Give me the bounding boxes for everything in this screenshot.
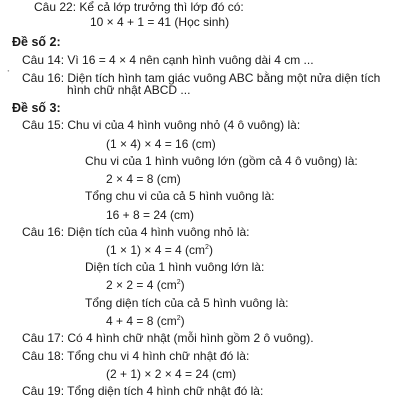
text-span: 4 + 4 = 8 (cm (106, 313, 177, 328)
text-span: Câu 14: Vì 16 = 4 × 4 nên cạnh hình vuông dài 4 cm ... (22, 52, 314, 67)
answer-15-text-3 (85, 189, 274, 203)
answer-18-calc (106, 367, 236, 381)
superscript: 2 (205, 243, 209, 251)
answer-18-line (22, 349, 249, 363)
text-span: Câu 19: Tổng diện tích 4 hình chữ nhật đó là: (22, 384, 264, 398)
text-span: Tổng chu vi của cả 5 hình vuông là: (85, 189, 275, 204)
text-span: Câu 15: Chu vi của 4 hình vuông nhỏ (4 ô vuông) là: (22, 118, 301, 133)
text-span: 2 × 2 = 4 (cm (106, 277, 177, 292)
answer-17-line (22, 331, 314, 345)
text-span: Câu 18: Tổng chu vi 4 hình chữ nhật đó là: (22, 348, 250, 363)
text-span: Diện tích của 1 hình vuông lớn là: (85, 260, 265, 275)
text-span: Tổng diện tích của cả 5 hình vuông là: (85, 295, 289, 310)
answer-15-calc-2 (106, 172, 181, 186)
answer-19-line (22, 384, 263, 398)
answer-16b-text-3 (85, 296, 288, 310)
text-span: 2 × 4 = 8 (cm) (106, 171, 181, 186)
text-span: 10 × 4 + 1 = 41 (Học sinh) (90, 14, 230, 29)
text-span: hình chữ nhật ABCD ... (67, 83, 191, 98)
answer-16b-line (22, 225, 250, 239)
text-span: 16 + 8 = 24 (cm) (106, 207, 195, 222)
answer-16-continuation (67, 83, 190, 97)
text-span: Đề số 2: (12, 35, 61, 50)
answer-15-text-2 (85, 154, 358, 168)
answer-22-line (34, 0, 244, 14)
section-heading-2 (12, 35, 61, 49)
answer-16b-calc-2 (106, 278, 185, 292)
text-span: Chu vi của 1 hình vuông lớn (gồm cả 4 ô vuông) là: (85, 154, 358, 169)
superscript: 2 (176, 278, 181, 286)
text-span: (1 × 1) × 4 = 4 (cm (106, 242, 206, 257)
text-span: ) (180, 313, 185, 328)
text-span: (1 × 4) × 4 = 16 (cm) (106, 136, 216, 151)
text-span: Câu 22: Kể cả lớp trưởng thì lớp đó có: (34, 0, 244, 14)
text-span: Câu 16: Diện tích hình tam giác vuông ABC bằng một nửa diện tích (22, 71, 381, 85)
answer-15-calc-1 (106, 137, 216, 151)
answer-15-line (22, 118, 300, 132)
answer-15-calc-3 (106, 208, 194, 222)
text-span: Câu 17: Có 4 hình chữ nhật (mỗi hình gồm 2 ô vuông). (22, 331, 314, 346)
text-span: ) (208, 242, 213, 257)
answer-14-line (22, 53, 314, 67)
text-span: Đề số 3: (12, 100, 61, 115)
answer-22-calc (90, 15, 229, 29)
answer-16b-calc-1 (106, 243, 213, 257)
text-span: Câu 16: Diện tích của 4 hình vuông nhỏ là: (22, 225, 250, 240)
superscript: 2 (176, 314, 181, 322)
answer-16b-text-2 (85, 260, 264, 274)
section-heading-3 (12, 101, 61, 115)
text-span: ) (180, 277, 185, 292)
margin-mark: ꞏ (7, 66, 10, 76)
text-span: (2 + 1) × 2 × 4 = 24 (cm) (106, 366, 237, 381)
answer-16b-calc-3 (106, 314, 185, 328)
